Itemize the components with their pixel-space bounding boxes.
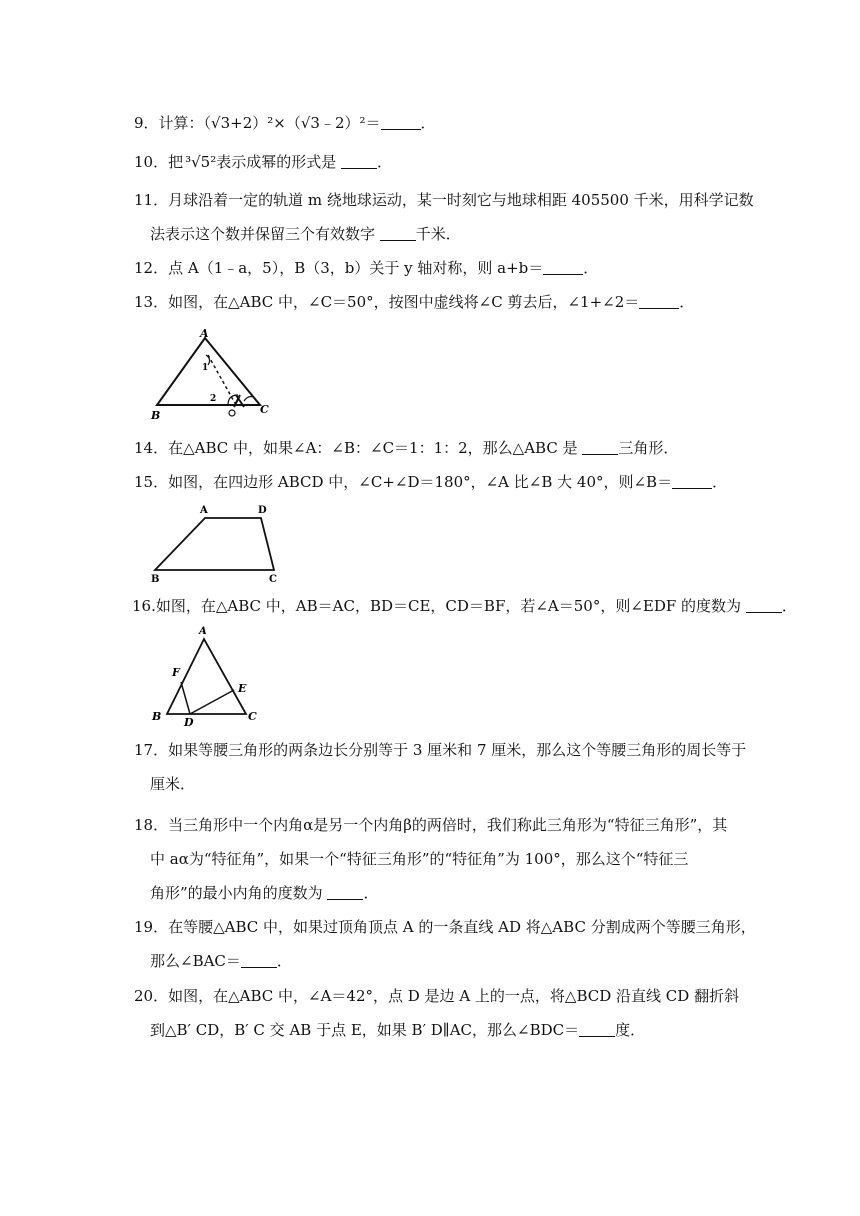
answer-blank[interactable]: [241, 953, 277, 968]
answer-blank[interactable]: [672, 474, 712, 489]
label-C: C: [248, 710, 257, 723]
question-end: ．: [781, 597, 797, 615]
question-number: 15．: [134, 473, 169, 491]
question-text: 当三角形中一个内角α是另一个内角β的两倍时，我们称此三角形为“特征三角形”，其: [168, 816, 728, 834]
label-D: D: [184, 716, 194, 727]
question-number: 11．: [134, 191, 169, 209]
question-text: 计算：（√3+2）²×（√3﹣2）²＝: [158, 114, 381, 132]
question-text: 如果等腰三角形的两条边长分别等于 3 厘米和 7 厘米，那么这个等腰三角形的周长等于: [168, 741, 747, 759]
question-text: 在等腰△ABC 中，如果过顶角顶点 A 的一条直线 AD 将△ABC 分割成两个等腰三角形，: [168, 918, 756, 936]
question-number: 9．: [134, 114, 159, 132]
question-15: [134, 465, 734, 499]
question-text: 那么∠BAC＝: [150, 952, 241, 970]
label-B: B: [151, 574, 160, 585]
question-text: 如图，在四边形 ABCD 中，∠C+∠D＝180°，∠A 比∠B 大 40°，则∠B＝: [168, 473, 673, 491]
question-end: ．: [583, 259, 599, 277]
label-F: F: [172, 666, 180, 679]
question-text: 在△ABC 中，如果∠A：∠B：∠C＝1：1：2，那么△ABC 是: [168, 439, 583, 457]
question-10: [134, 145, 734, 179]
question-19: [134, 910, 756, 944]
question-text: 中 aα为“特征角”，如果一个“特征三角形”的“特征角”为 100°，那么这个“特征三: [150, 850, 689, 868]
answer-blank[interactable]: [543, 260, 583, 275]
radical-expression: ³√5²: [185, 153, 217, 171]
question-number: 17．: [134, 741, 169, 759]
question-end: ．: [363, 884, 379, 902]
question-text: 如图，在△ABC 中，AB＝AC，BD＝CE，CD＝BF，若∠A＝50°，则∠EDF 的度数为: [155, 597, 746, 615]
question-19-line2: [150, 944, 292, 978]
question-18-line2: [150, 842, 688, 876]
answer-blank[interactable]: [341, 154, 377, 169]
question-text: 表示成幂的形式是: [216, 153, 342, 171]
answer-blank[interactable]: [327, 885, 363, 900]
question-text: 法表示这个数并保留三个有效数字: [150, 225, 380, 243]
answer-blank[interactable]: [381, 115, 421, 130]
question-16: [132, 589, 797, 623]
label-angle-2: 2: [210, 394, 217, 404]
question-text: 角形”的最小内角的度数为: [150, 884, 328, 902]
label-A: A: [200, 327, 209, 340]
question-20-line2: [150, 1013, 645, 1047]
label-angle-1: 1: [202, 363, 209, 373]
question-17: [134, 733, 747, 767]
answer-blank[interactable]: [582, 440, 618, 455]
question-end: 度．: [615, 1021, 646, 1039]
question-text: 三角形．: [618, 439, 679, 457]
question-number: 10．: [134, 153, 169, 171]
label-D: D: [258, 505, 267, 516]
figure-16-triangle: [148, 622, 268, 727]
question-end: ．: [420, 114, 436, 132]
question-number: 12．: [134, 259, 169, 277]
question-20: [134, 979, 740, 1013]
figure-13-triangle: [148, 325, 278, 420]
answer-blank[interactable]: [380, 226, 416, 241]
question-13: [134, 285, 734, 319]
answer-blank[interactable]: [746, 598, 782, 613]
question-9: [134, 106, 734, 140]
question-text: 如图，在△ABC 中，∠C＝50°，按图中虚线将∠C 剪去后，∠1+∠2＝: [168, 293, 640, 311]
question-end: ．: [377, 153, 393, 171]
question-text: 点 A（1﹣a，5），B（3，b）关于 y 轴对称，则 a+b＝: [168, 259, 544, 277]
label-C: C: [269, 574, 277, 585]
question-number: 18．: [134, 816, 169, 834]
question-number: 13．: [134, 293, 169, 311]
question-text: 到△B′ CD，B′ C 交 AB 于点 E，如果 B′ D∥AC，那么∠BDC＝: [150, 1021, 580, 1039]
question-number: 19．: [134, 918, 169, 936]
question-text: 把: [168, 153, 184, 171]
question-14: [134, 431, 734, 465]
question-number: 16.: [132, 597, 156, 615]
question-end: ．: [679, 293, 695, 311]
label-A: A: [199, 626, 207, 637]
question-text: 如图，在△ABC 中，∠A＝42°，点 D 是边 A 上的一点，将△BCD 沿直线 CD 翻折斜: [168, 987, 740, 1005]
label-B: B: [151, 409, 161, 420]
question-end: ．: [276, 952, 292, 970]
question-11: [134, 183, 754, 217]
question-end: ．: [712, 473, 728, 491]
question-17-line2: [150, 767, 195, 801]
question-12: [134, 251, 734, 285]
label-E: E: [238, 682, 247, 695]
figure-15-quadrilateral: [148, 500, 288, 585]
question-number: 14．: [134, 439, 169, 457]
answer-blank[interactable]: [639, 294, 679, 309]
answer-blank[interactable]: [579, 1022, 615, 1037]
question-text: 厘米．: [150, 775, 196, 793]
label-B: B: [152, 710, 162, 723]
label-C: C: [260, 403, 269, 416]
label-A: A: [200, 505, 208, 516]
question-18-line3: [150, 876, 378, 910]
question-18: [134, 808, 734, 842]
question-text: 千米．: [415, 225, 461, 243]
question-number: 20．: [134, 987, 169, 1005]
question-11-line2: [150, 217, 461, 251]
question-text: 月球沿着一定的轨道 m 绕地球运动，某一时刻它与地球相距 405500 千米，用科学记数: [168, 191, 754, 209]
